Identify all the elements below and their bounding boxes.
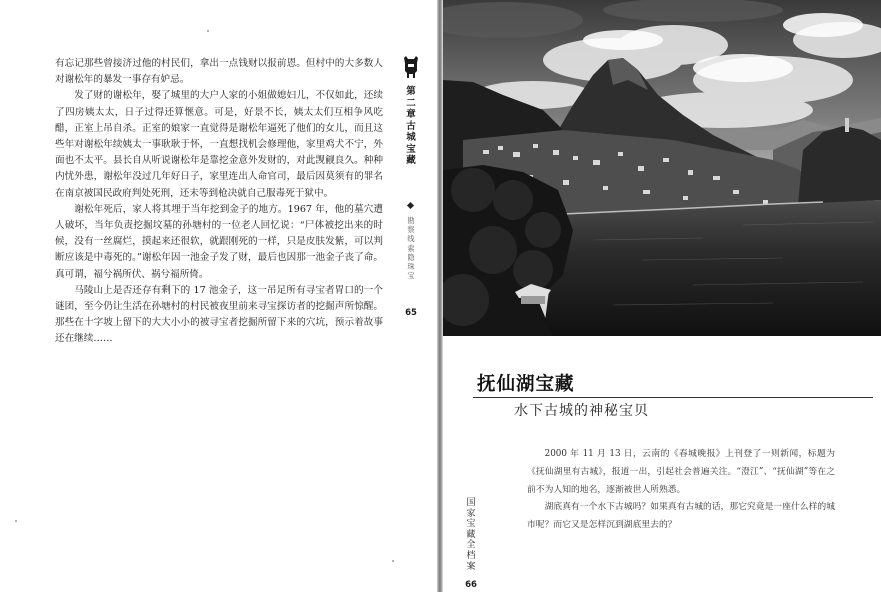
paper-speck — [392, 560, 394, 562]
left-paragraph-2: 发了财的谢松年，娶了城里的大户人家的小姐做媳妇儿，不仅如此，还续了四房姨太太，日子过得还算惬意。可是，好景不长，姨太太们互相争风吃醋，正室上吊自杀。正室的娘家一直觉得是谢松年逼死了他们的女儿，而且这些年对谢松年续姨太一事耿耿于怀，一直想找机会修理他，家里鸡犬不宁，外面也不太平。县长自从听说谢松年是靠挖金意外发财的，对此觊觎良久。种种内忧外患，谢松年没过几年好日子，家里连出人命官司，最后因莫须有的罪名在南京被国民政府判处死刑，还未等到枪决就自己服毒死于狱中。 — [55, 90, 383, 199]
left-paragraph-1: 有忘记那些曾接济过他的村民们，拿出一点钱财以报前恩。但村中的大多数人对谢松年的暴发一事存有妒忌。 — [55, 58, 383, 86]
left-paragraph-4: 马陵山上是否还存有剩下的 17 池金子，这一吊足所有寻宝者胃口的一个谜团，至今仍让生活在孙塘村的村民被夜里前来寻宝探访者的挖掘声所惊醒。那些在十字坡上留下的大大小小的被寻宝者挖掘所留下来的穴坑，预示着故事还在继续…… — [55, 284, 383, 345]
left-page — [0, 0, 438, 592]
page-number-right: 66 — [465, 580, 477, 590]
lake-landscape-photo — [443, 0, 881, 336]
section-subtitle: 水下古城的神秘宝贝 — [514, 403, 649, 419]
chapter-title: 第二章 古城宝藏 — [406, 86, 416, 166]
title-divider — [473, 397, 873, 398]
page-number-left: 65 — [405, 308, 417, 318]
right-paragraph-2: 湖底真有一个水下古城吗？如果真有古城的话，那它究竟是一座什么样的城市呢？而它又是怎样沉到湖底里去的？ — [527, 502, 835, 531]
running-head — [399, 56, 423, 326]
section-title: 勘察线索隐珠宝 — [407, 216, 415, 281]
section-title-main: 抚仙湖宝藏 — [477, 374, 575, 395]
bronze-vessel-icon — [403, 56, 419, 78]
book-series-title: 国家宝藏全档案 — [466, 498, 476, 572]
left-body-text — [55, 56, 383, 348]
paper-speck — [15, 520, 17, 522]
paper-speck — [207, 30, 209, 32]
left-paragraph-3: 谢松年死后，家人将其埋于当年挖到金子的地方。1967 年，他的墓穴遭人破坏，当年负责挖掘坟墓的孙塘村的一位老人回忆说：“尸体被挖出来的时候，没有一丝腐烂，摸起来还很软，就跟刚死的一样，只是皮肤发紫，可以判断应该是中毒死的。”谢松年因一池金子发了财，最后也因那一池金子丧了命。真可谓，福兮祸所伏、祸兮福所倚。 — [55, 203, 383, 280]
right-paragraph-1: 2000 年 11 月 13 日，云南的《春城晚报》上刊登了一则新闻，标题为《抚仙湖里有古城》，报道一出，引起社会普遍关注。“澄江”、“抚仙湖”等在之前不为人知的地名，逐渐被世人所熟悉。 — [527, 449, 835, 495]
chapter-section-heading — [473, 370, 833, 428]
right-page — [443, 0, 881, 592]
right-body-text — [527, 446, 835, 535]
separator-diamond-icon — [407, 202, 414, 209]
